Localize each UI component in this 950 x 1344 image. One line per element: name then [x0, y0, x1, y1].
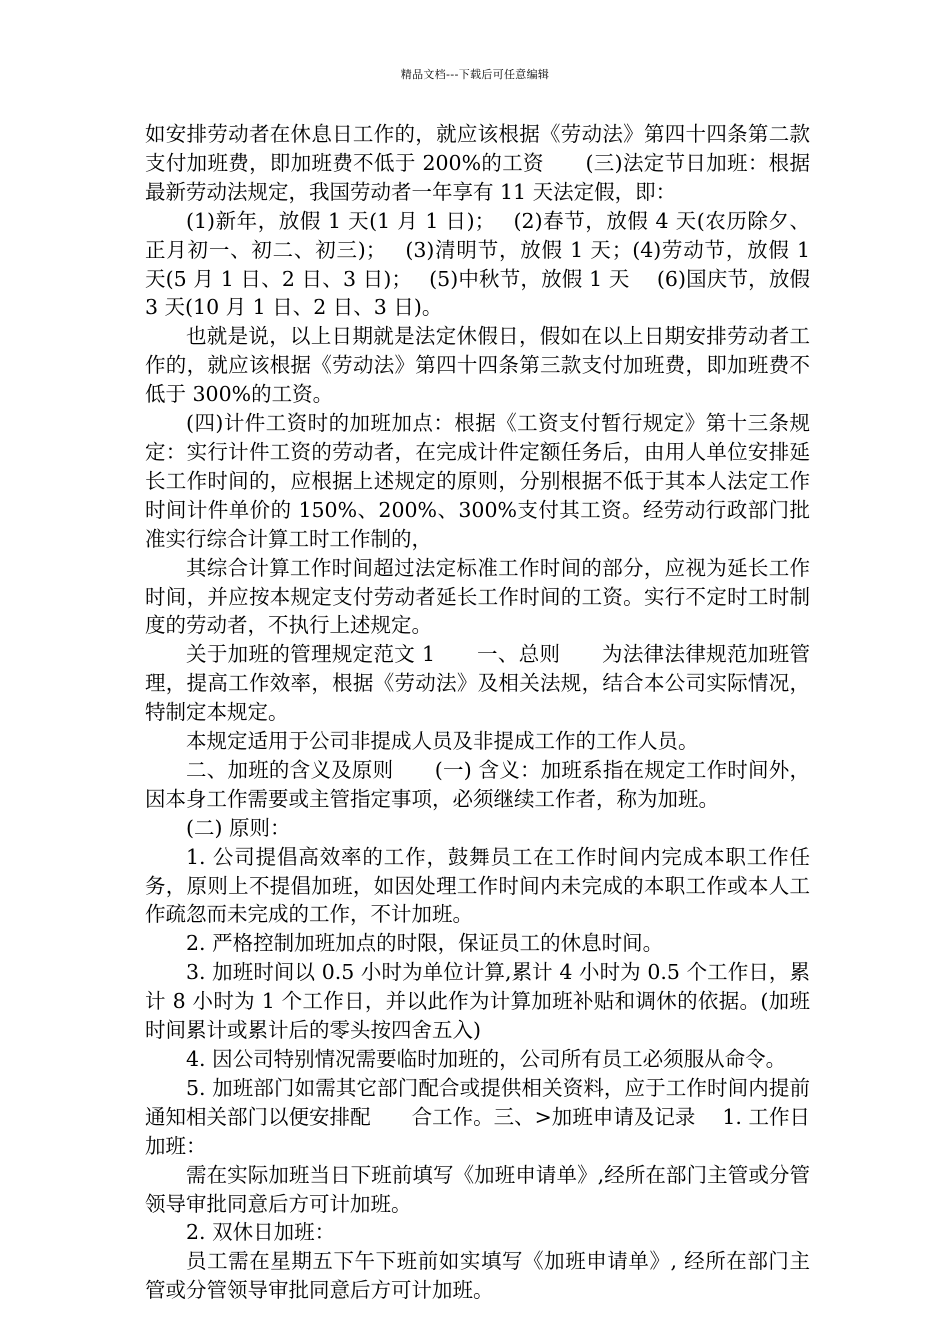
paragraph: (二) 原则：	[186, 815, 291, 840]
paragraph: 关于加班的管理规定范文 1 一、总则 为法律法律规范加班管理，提高工作效率，根据《劳动法》及相关法规，结合本公司实际情况，特制定本规定。	[145, 642, 810, 725]
paragraph: 也就是说，以上日期就是法定休假日，假如在以上日期安排劳动者工作的，就应该根据《劳动法》第四十四条第三款支付加班费，即加班费不低于 300%的工资。	[145, 324, 810, 407]
document-body	[145, 120, 817, 1305]
paragraph: 3. 加班时间以 0.5 小时为单位计算,累计 4 小时为 0.5 个工作日，累计 8 小时为 1 个工作日，并以此作为计算加班补贴和调休的依据。(加班时间累计或累计后的零头按四舍五入)	[145, 960, 810, 1043]
page-header: 精品文档---下载后可任意编辑	[400, 68, 550, 81]
paragraph: (1)新年，放假 1 天(1 月 1 日)； (2)春节，放假 4 天(农历除夕、正月初一、初二、初三)； (3)清明节，放假 1 天；(4)劳动节，放假 1 天(5 月 1 日、2 日、3 日)； (5)中秋节，放假 1 天 (6)国庆节，放假 3 天(10 月 1 日、2 日、3 日)。	[145, 208, 817, 320]
paragraph: 二、加班的含义及原则 (一) 含义：加班系指在规定工作时间外，因本身工作需要或主管指定事项，必须继续工作者，称为加班。	[145, 757, 810, 811]
paragraph: 本规定适用于公司非提成人员及非提成工作的工作人员。	[186, 729, 699, 754]
paragraph: 其综合计算工作时间超过法定标准工作时间的部分，应视为延长工作时间，并应按本规定支付劳动者延长工作时间的工资。实行不定时工时制度的劳动者，不执行上述规定。	[145, 555, 810, 638]
paragraph: 员工需在星期五下午下班前如实填写《加班申请单》, 经所在部门主管或分管领导审批同意后方可计加班。	[145, 1249, 810, 1303]
paragraph: 如安排劳动者在休息日工作的，就应该根据《劳动法》第四十四条第二款支付加班费，即加班费不低于 200%的工资 (三)法定节日加班：根据最新劳动法规定，我国劳动者一年享有 11 天法定假，即：	[145, 122, 810, 204]
paragraph: 需在实际加班当日下班前填写《加班申请单》,经所在部门主管或分管领导审批同意后方可计加班。	[145, 1162, 810, 1216]
paragraph: 1. 公司提倡高效率的工作，鼓舞员工在工作时间内完成本职工作任务，原则上不提倡加班，如因处理工作时间内未完成的本职工作或本人工作疏忽而未完成的工作，不计加班。	[145, 844, 810, 927]
paragraph: 5. 加班部门如需其它部门配合或提供相关资料，应于工作时间内提前通知相关部门以便安排配 合工作。三、>加班申请及记录 1. 工作日加班：	[145, 1075, 810, 1158]
paragraph: 2. 严格控制加班加点的时限，保证员工的休息时间。	[186, 931, 664, 956]
paragraph: 4. 因公司特别情况需要临时加班的，公司所有员工必须服从命令。	[186, 1047, 787, 1071]
paragraph: 2. 双休日加班：	[186, 1220, 336, 1245]
paragraph: (四)计件工资时的加班加点：根据《工资支付暂行规定》第十三条规定：实行计件工资的劳动者，在完成计件定额任务后，由用人单位安排延长工作时间的，应根据上述规定的原则，分别根据不低于其本人法定工作时间计件单价的 150%、200%、300%支付其工资。经劳动行政部门批准实行综合计算工时工作制的，	[145, 411, 810, 551]
